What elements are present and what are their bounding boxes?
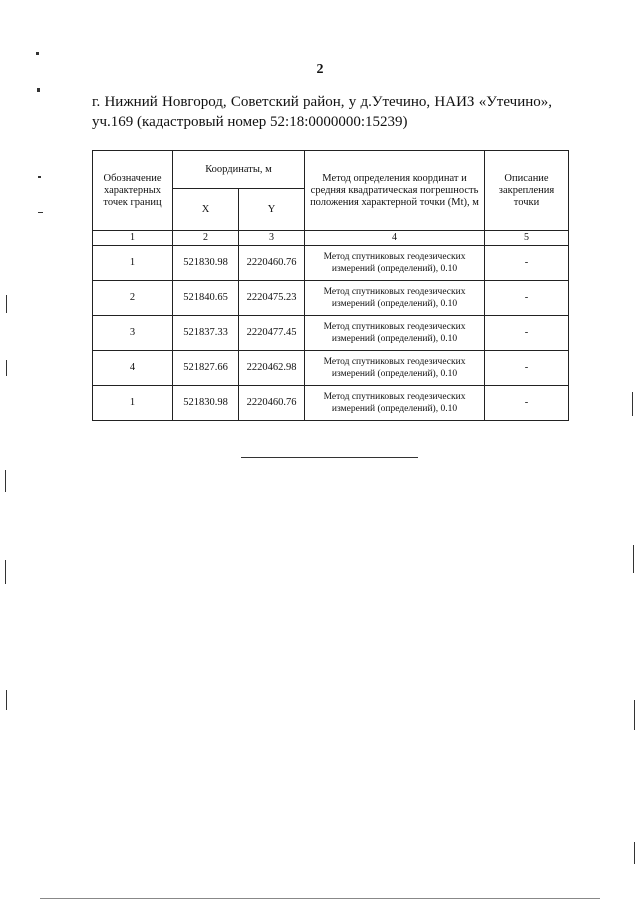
point-id: 2 [93, 281, 173, 316]
table-row [93, 386, 569, 421]
scan-mark [36, 52, 39, 55]
coord-y: 2220460.76 [239, 246, 305, 281]
point-id: 1 [93, 246, 173, 281]
header-method: Метод определения координат и средняя квадратическая погрешность положения характерной точки (Mt), м [305, 151, 485, 231]
description-cell: - [485, 386, 569, 421]
point-id: 3 [93, 316, 173, 351]
method-cell: Метод спутниковых геодезических измерений (определений), 0.10 [305, 281, 485, 316]
separator-line [241, 457, 418, 458]
column-number: 5 [485, 231, 569, 246]
page-number: 2 [316, 62, 324, 77]
description-cell: - [485, 316, 569, 351]
document-heading: г. Нижний Новгород, Советский район, у д.Утечино, НАИЗ «Утечино», уч.169 (кадастровый номер 52:18:0000000:15239) [92, 94, 552, 130]
coord-x: 521830.98 [173, 246, 239, 281]
scan-mark [40, 898, 600, 899]
header-point: Обозначение характерных точек границ [93, 151, 173, 231]
coord-y: 2220460.76 [239, 386, 305, 421]
coord-x: 521827.66 [173, 351, 239, 386]
description-cell: - [485, 246, 569, 281]
scan-mark [634, 842, 635, 864]
table-row [93, 316, 569, 351]
scan-mark [634, 700, 635, 730]
column-number: 4 [305, 231, 485, 246]
scan-mark [5, 560, 6, 584]
column-number-row [93, 231, 569, 246]
column-number: 2 [173, 231, 239, 246]
header-description: Описание закрепления точки [485, 151, 569, 231]
point-id: 1 [93, 386, 173, 421]
description-cell: - [485, 351, 569, 386]
scan-mark [633, 545, 634, 573]
column-number: 1 [93, 231, 173, 246]
header-coordinates: Координаты, м [173, 151, 305, 189]
coord-x: 521830.98 [173, 386, 239, 421]
coord-x: 521837.33 [173, 316, 239, 351]
point-id: 4 [93, 351, 173, 386]
method-cell: Метод спутниковых геодезических измерений (определений), 0.10 [305, 316, 485, 351]
coord-y: 2220462.98 [239, 351, 305, 386]
method-cell: Метод спутниковых геодезических измерений (определений), 0.10 [305, 246, 485, 281]
coord-x: 521840.65 [173, 281, 239, 316]
coordinates-table [92, 150, 569, 421]
scan-mark [38, 176, 41, 178]
coord-y: 2220477.45 [239, 316, 305, 351]
method-cell: Метод спутниковых геодезических измерений (определений), 0.10 [305, 386, 485, 421]
column-number: 3 [239, 231, 305, 246]
scan-mark [6, 360, 7, 376]
table-row [93, 281, 569, 316]
scan-mark [6, 690, 7, 710]
scan-mark [37, 88, 40, 92]
scan-mark [632, 392, 633, 416]
header-y: Y [239, 189, 305, 231]
coord-y: 2220475.23 [239, 281, 305, 316]
scan-mark [38, 212, 43, 213]
method-cell: Метод спутниковых геодезических измерений (определений), 0.10 [305, 351, 485, 386]
scan-mark [6, 295, 7, 313]
header-x: X [173, 189, 239, 231]
table-row [93, 351, 569, 386]
table-row [93, 246, 569, 281]
description-cell: - [485, 281, 569, 316]
scan-mark [5, 470, 6, 492]
